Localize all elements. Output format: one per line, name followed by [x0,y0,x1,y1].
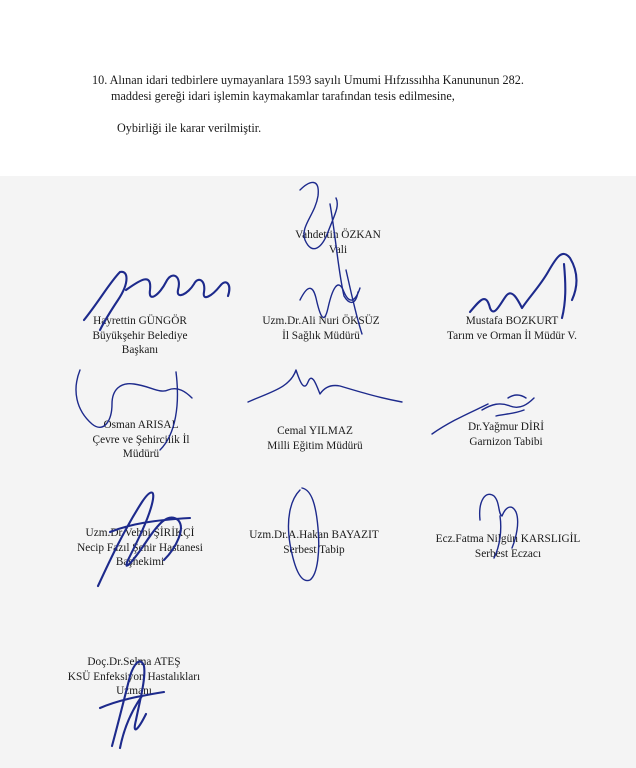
signatory-saglik [236,314,406,343]
signatory-title: Uzmanı [116,685,152,697]
signatory-name: Uzm.Dr.A.Hakan BAYAZIT [249,529,379,541]
signatory-eczaci [420,532,596,561]
signatory-name: Uzm.Dr.Vehbi ŞİRİKÇİ [85,527,195,539]
signatory-title: Müdürü [122,448,160,460]
signatory-title: Başkanı [121,344,159,356]
signatory-name: Doç.Dr.Selma ATEŞ [87,656,181,668]
signatory-tarim [424,314,600,343]
signatory-name: Ecz.Fatma Nilgün KARSLIGİL [435,533,581,545]
signatory-ksu [46,655,222,699]
decision-verdict: Oybirliği ile karar verilmiştir. [117,121,262,135]
signatory-title: İl Sağlık Müdürü [282,329,360,342]
signatory-title: Başhekimi [115,556,165,568]
signatory-title: Necip Fazıl Şehir Hastanesi [77,541,203,554]
signatory-name: Dr.Yağmur DİRİ [467,421,545,433]
signatory-title: Milli Eğitim Müdürü [267,439,363,452]
signatory-belediye [70,314,210,358]
signatory-name: Osman ARISAL [103,419,179,431]
signatory-hastane [50,526,230,570]
signatory-name: Vahdettin ÖZKAN [295,229,381,241]
signatory-name: Cemal YILMAZ [277,425,353,437]
signatory-title: Çevre ve Şehircilik İl [92,433,190,446]
signatory-tabip [226,528,402,557]
signatory-title: Serbest Eczacı [474,547,542,560]
signatory-title: Serbest Tabip [283,543,345,556]
decision-line-1: 10. Alınan idari tedbirlere uymayanlara 1593 sayılı Umumi Hıfzıssıhha Kanununun 282. [92,73,524,87]
signatory-title: Tarım ve Orman İl Müdür V. [447,329,577,342]
decision-line-2: maddesi gereği idari işlemin kaymakamlar tarafından tesis edilmesine, [111,89,455,103]
signatory-title: KSÜ Enfeksiyon Hastalıkları [67,670,201,683]
signatory-name: Uzm.Dr.Ali Nuri ÖKSÜZ [262,315,380,327]
signatory-garnizon [446,420,566,449]
signatory-vali [270,228,406,257]
signatory-title: Büyükşehir Belediye [92,329,188,342]
signatory-name: Hayrettin GÜNGÖR [93,315,187,327]
signatory-title: Vali [328,243,348,256]
signatory-title: Garnizon Tabibi [469,435,543,448]
signatory-cevre [66,418,216,462]
signatory-name: Mustafa BOZKURT [465,315,559,327]
signatory-egitim [240,424,390,453]
